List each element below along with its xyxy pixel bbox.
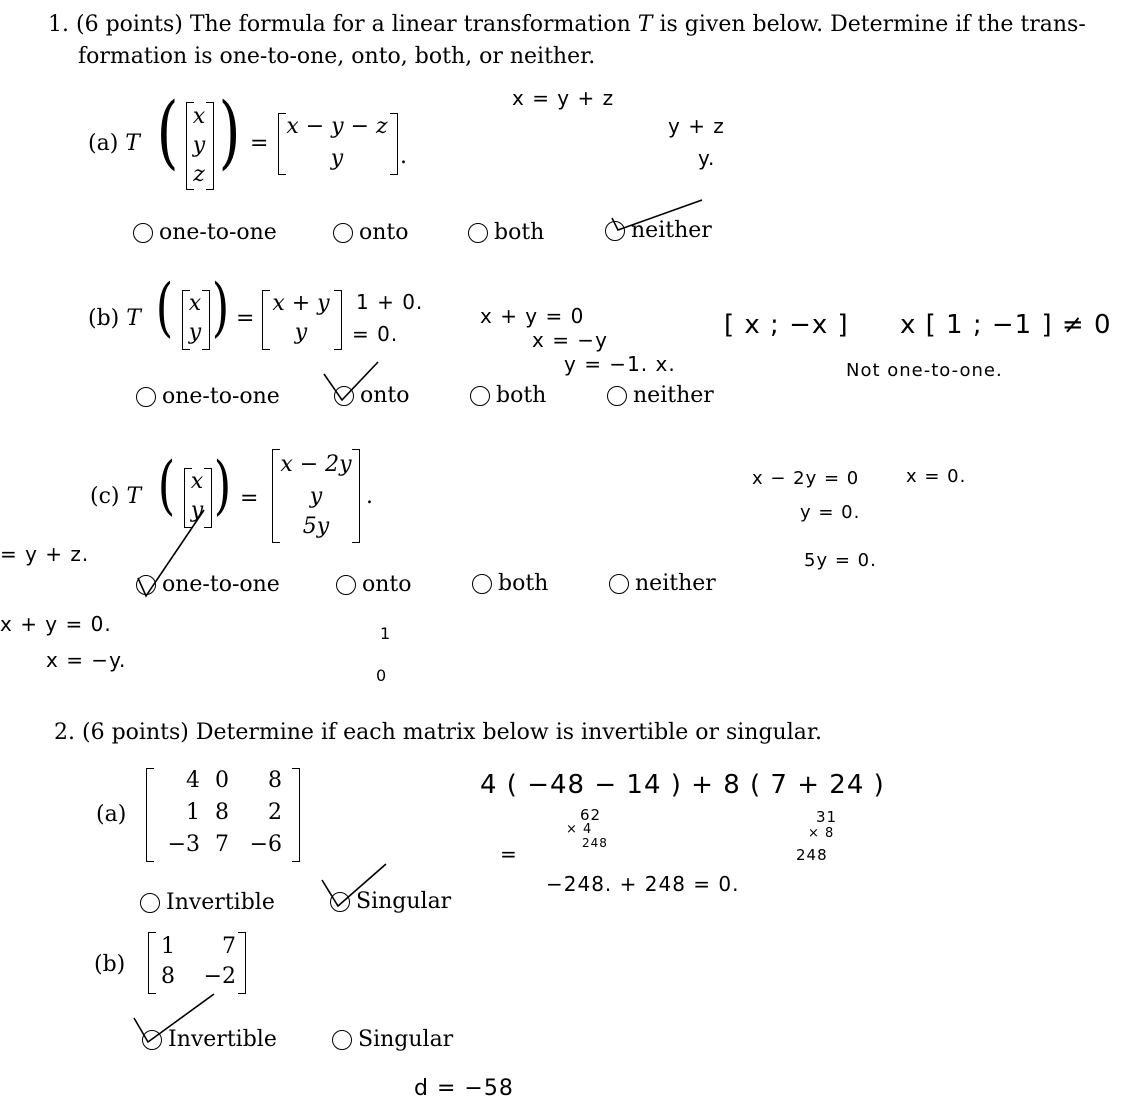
part-1b-label: (b) T bbox=[88, 306, 141, 331]
handwritten-note: x = −y bbox=[532, 328, 608, 352]
radio-button[interactable] bbox=[136, 387, 156, 407]
output-entry: x + y bbox=[272, 291, 330, 316]
problem-points: (6 points) bbox=[82, 720, 189, 745]
bracket bbox=[146, 768, 154, 862]
option-onto-selected[interactable]: onto bbox=[334, 383, 410, 408]
option-one-to-one[interactable]: one-to-one bbox=[133, 220, 277, 245]
problem-number: 2. bbox=[54, 720, 75, 745]
option-singular[interactable]: Singular bbox=[332, 1027, 453, 1052]
option-both[interactable]: both bbox=[468, 220, 544, 245]
matrix-cell: 2 bbox=[268, 800, 282, 825]
handwritten-note: −248. + 248 = 0. bbox=[546, 872, 740, 896]
option-neither[interactable]: neither bbox=[609, 571, 716, 596]
problem-prompt-cont: is given below. Determine if the trans- bbox=[659, 12, 1086, 37]
matrix-cell: 7 bbox=[215, 832, 229, 857]
output-entry: x − y − z bbox=[286, 114, 388, 139]
bracket bbox=[390, 113, 398, 175]
part-2b-label: (b) bbox=[94, 952, 126, 977]
part-1a-label: (a) T bbox=[88, 131, 140, 156]
option-one-to-one[interactable]: one-to-one bbox=[136, 384, 280, 409]
paren-right: ) bbox=[218, 85, 241, 178]
period: . bbox=[366, 484, 373, 509]
bracket bbox=[238, 932, 246, 994]
handwritten-note: x + y = 0 bbox=[480, 304, 585, 328]
handwritten-note: 4 ( −48 − 14 ) + 8 ( 7 + 24 ) bbox=[480, 770, 885, 800]
bracket bbox=[292, 768, 300, 862]
handwritten-note: x = y + z bbox=[512, 86, 615, 110]
vector-entry: x bbox=[190, 469, 204, 494]
part-1c-label: (c) T bbox=[90, 484, 142, 509]
handwritten-note: = 0. bbox=[352, 322, 399, 346]
handwritten-note: × 8 bbox=[808, 826, 835, 841]
handwritten-note: 5y = 0. bbox=[804, 550, 877, 571]
handwritten-note: y. bbox=[698, 146, 716, 170]
vector-entry: y bbox=[192, 133, 206, 158]
part-2a-label: (a) bbox=[96, 802, 127, 827]
problem-1-header bbox=[48, 12, 1086, 37]
handwritten-note: x − 2y = 0 bbox=[752, 468, 860, 489]
vector-entry: y bbox=[188, 320, 202, 345]
radio-button[interactable] bbox=[140, 893, 160, 913]
problem-prompt: Determine if each matrix below is invertible or singular. bbox=[195, 720, 822, 745]
matrix-cell: 0 bbox=[215, 768, 229, 793]
problem-number: 1. bbox=[48, 12, 69, 37]
matrix-cell: 8 bbox=[161, 964, 175, 989]
bracket bbox=[206, 102, 214, 190]
handwritten-note: 1 bbox=[380, 624, 392, 643]
vector-entry: x bbox=[192, 104, 206, 129]
handwritten-note: x = −y. bbox=[46, 648, 127, 672]
vector-entry: z bbox=[193, 162, 205, 187]
symbol-T: T bbox=[637, 12, 653, 37]
check-mark-icon bbox=[130, 990, 220, 1050]
handwritten-note: 0 bbox=[376, 666, 388, 685]
output-entry: 5y bbox=[302, 514, 330, 539]
option-singular-selected[interactable]: Singular bbox=[330, 889, 451, 914]
radio-button[interactable] bbox=[607, 386, 627, 406]
period: . bbox=[400, 144, 407, 169]
handwritten-note: x = 0. bbox=[906, 466, 967, 487]
option-onto[interactable]: onto bbox=[336, 572, 412, 597]
radio-button[interactable] bbox=[336, 575, 356, 595]
output-entry: y bbox=[294, 320, 308, 345]
handwritten-note: d = −58 bbox=[414, 1076, 514, 1101]
handwritten-note: 31 bbox=[816, 808, 838, 826]
handwritten-note: y = −1. x. bbox=[564, 352, 676, 376]
option-invertible-selected[interactable]: Invertible bbox=[142, 1027, 277, 1052]
matrix-cell: 8 bbox=[215, 800, 229, 825]
paren-left: ( bbox=[155, 271, 174, 345]
output-entry: y bbox=[330, 146, 344, 171]
check-mark-icon bbox=[322, 360, 382, 410]
radio-button[interactable] bbox=[472, 574, 492, 594]
equals-sign: = bbox=[240, 486, 259, 511]
radio-button[interactable] bbox=[609, 574, 629, 594]
matrix-cell: −6 bbox=[249, 832, 282, 857]
handwritten-note: x + y = 0. bbox=[0, 612, 112, 636]
handwritten-note: Not one-to-one. bbox=[846, 360, 1003, 381]
radio-button[interactable] bbox=[133, 223, 153, 243]
matrix-cell: 7 bbox=[222, 934, 236, 959]
output-entry: x − 2y bbox=[280, 452, 352, 477]
bracket bbox=[352, 449, 360, 543]
bracket bbox=[334, 290, 342, 350]
handwritten-note: 248 bbox=[796, 846, 828, 864]
matrix-cell: −3 bbox=[167, 832, 200, 857]
handwritten-note: y = 0. bbox=[800, 502, 861, 523]
handwritten-note: 248 bbox=[582, 836, 608, 850]
radio-button[interactable] bbox=[332, 1030, 352, 1050]
vector-entry: x bbox=[188, 291, 202, 316]
option-onto[interactable]: onto bbox=[333, 220, 409, 245]
problem-1-prompt-line2: formation is one-to-one, onto, both, or neither. bbox=[78, 44, 596, 69]
problem-points: (6 points) bbox=[76, 12, 183, 37]
paren-right: ) bbox=[211, 271, 230, 345]
radio-button[interactable] bbox=[470, 386, 490, 406]
matrix-cell: 8 bbox=[268, 768, 282, 793]
check-mark-icon bbox=[320, 860, 390, 914]
option-both[interactable]: both bbox=[470, 383, 546, 408]
option-one-to-one-selected[interactable]: one-to-one bbox=[136, 572, 280, 597]
paren-right: ) bbox=[213, 449, 232, 523]
radio-button[interactable] bbox=[468, 223, 488, 243]
radio-button[interactable] bbox=[333, 223, 353, 243]
handwritten-note: y + z bbox=[668, 114, 725, 138]
matrix-cell: 1 bbox=[161, 934, 175, 959]
option-neither-selected[interactable]: neither bbox=[605, 218, 712, 243]
handwritten-note: x [ 1 ; −1 ] ≠ 0 bbox=[900, 310, 1112, 340]
problem-prompt: The formula for a linear transformation bbox=[189, 12, 631, 37]
paren-left: ( bbox=[156, 85, 179, 178]
matrix-cell: −2 bbox=[203, 964, 236, 989]
handwritten-note: [ x ; −x ] bbox=[724, 310, 849, 340]
handwritten-note: 1 + 0. bbox=[356, 290, 424, 314]
handwritten-note: 62 bbox=[580, 806, 602, 824]
equals-sign: = bbox=[250, 131, 269, 156]
check-mark-icon bbox=[134, 500, 224, 600]
handwritten-note: = bbox=[500, 842, 518, 866]
check-mark-icon bbox=[606, 196, 706, 236]
bracket bbox=[148, 932, 156, 994]
option-neither[interactable]: neither bbox=[607, 383, 714, 408]
equals-sign: = bbox=[236, 306, 255, 331]
option-both[interactable]: both bbox=[472, 571, 548, 596]
handwritten-note: × 4 bbox=[566, 822, 593, 837]
matrix-cell: 4 bbox=[186, 768, 200, 793]
vector-entry: y bbox=[190, 498, 204, 523]
matrix-cell: 1 bbox=[186, 800, 200, 825]
paren-left: ( bbox=[157, 449, 176, 523]
option-invertible[interactable]: Invertible bbox=[140, 890, 275, 915]
bracket bbox=[202, 290, 210, 350]
output-entry: y bbox=[309, 484, 323, 509]
handwritten-note: = y + z. bbox=[0, 542, 90, 566]
problem-2-header bbox=[54, 720, 822, 745]
